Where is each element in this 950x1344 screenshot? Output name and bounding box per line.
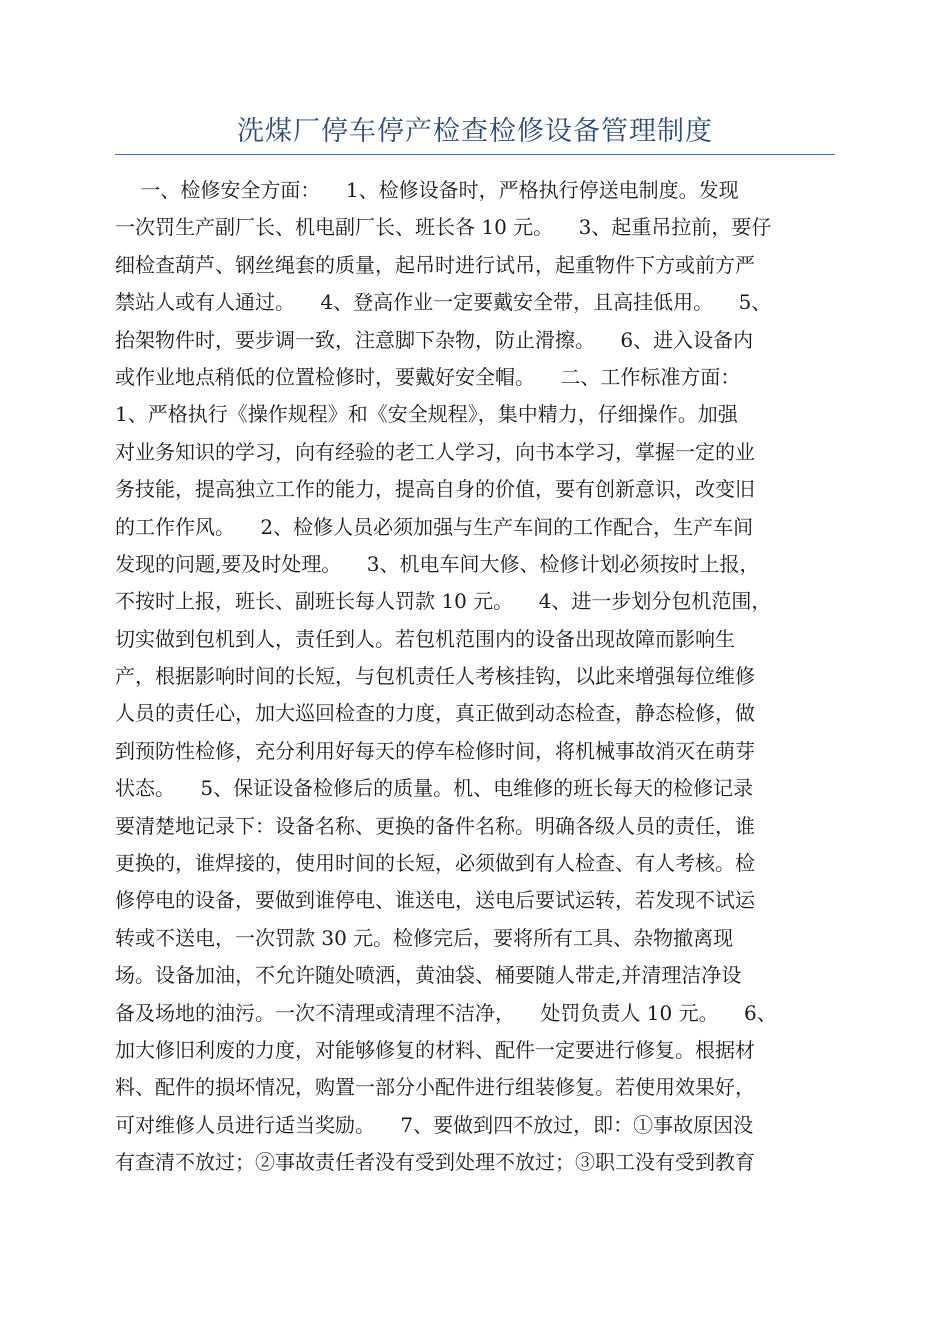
- body-line: 一、检修安全方面： 1、检修设备时，严格执行停送电制度。发现: [115, 178, 739, 202]
- body-line: 抬架物件时，要步调一致，注意脚下杂物，防止滑擦。 6、进入设备内: [115, 327, 754, 352]
- body-line: 细检查葫芦、钢丝绳套的质量，起吊时进行试吊，起重物件下方或前方严: [115, 252, 755, 277]
- body-line: 状态。 5、保证设备检修后的质量。机、电维修的班长每天的检修记录: [115, 776, 754, 801]
- body-line: 发现的问题,要及时处理。 3、机电车间大修、检修计划必须按时上报，: [115, 551, 760, 576]
- body-line: 或作业地点稍低的位置检修时，要戴好安全帽。 二、工作标准方面：: [115, 364, 741, 389]
- body-line: 要清楚地记录下：设备名称、更换的备件名称。明确各级人员的责任，谁: [115, 813, 755, 838]
- body-line: 对业务知识的学习，向有经验的老工人学习，向书本学习，掌握一定的业: [115, 439, 755, 464]
- body-line: 不按时上报，班长、副班长每人罚款 10 元。 4、进一步划分包机范围，: [115, 589, 772, 614]
- body-line: 1、严格执行《操作规程》和《安全规程》，集中精力，仔细操作。加强: [115, 402, 738, 427]
- body-line: 禁站人或有人通过。 4、登高作业一定要戴安全带，且高挂低用。 5、: [115, 290, 772, 315]
- body-line: 备及场地的油污。一次不清理或清理不洁净， 处罚负责人 10 元。 6、: [115, 1000, 777, 1025]
- body-line: 加大修旧利废的力度，对能够修复的材料、配件一定要进行修复。根据材: [115, 1037, 755, 1062]
- title-underline: [115, 154, 835, 155]
- body-line: 更换的，谁焊接的，使用时间的长短，必须做到有人检查、有人考核。检: [115, 851, 755, 876]
- body-line: 转或不送电，一次罚款 30 元。检修完后，要将所有工具、杂物撤离现: [115, 925, 734, 950]
- body-line: 的工作作风。 2、检修人员必须加强与生产车间的工作配合，生产车间: [115, 514, 754, 539]
- body-line: 务技能，提高独立工作的能力，提高自身的价值，要有创新意识，改变旧: [115, 477, 755, 502]
- body-line: 场。设备加油，不允许随处喷洒，黄油袋、桶要随人带走,并清理洁净设: [115, 963, 742, 988]
- body-line: 料、配件的损坏情况，购置一部分小配件进行组装修复。若使用效果好，: [115, 1075, 755, 1100]
- document-body: [115, 172, 835, 1182]
- body-line: 一次罚生产副厂长、机电副厂长、班长各 10 元。 3、起重吊拉前，要仔: [115, 215, 772, 240]
- body-line: 人员的责任心，加大巡回检查的力度，真正做到动态检查，静态检修，做: [115, 701, 755, 726]
- body-line: 有查清不放过；②事故责任者没有受到处理不放过；③职工没有受到教育: [115, 1150, 755, 1175]
- body-line: 产，根据影响时间的长短，与包机责任人考核挂钩，以此来增强每位维修: [115, 664, 755, 689]
- body-line: 切实做到包机到人，责任到人。若包机范围内的设备出现故障而影响生: [115, 626, 735, 651]
- body-line: 可对维修人员进行适当奖励。 7、要做到四不放过，即：①事故原因没: [115, 1112, 754, 1137]
- document-title: 洗煤厂停车停产检查检修设备管理制度: [237, 116, 713, 147]
- body-line: 到预防性检修，充分利用好每天的停车检修时间，将机械事故消灭在萌芽: [115, 738, 755, 763]
- body-line: 修停电的设备，要做到谁停电、谁送电，送电后要试运转，若发现不试运: [115, 888, 755, 913]
